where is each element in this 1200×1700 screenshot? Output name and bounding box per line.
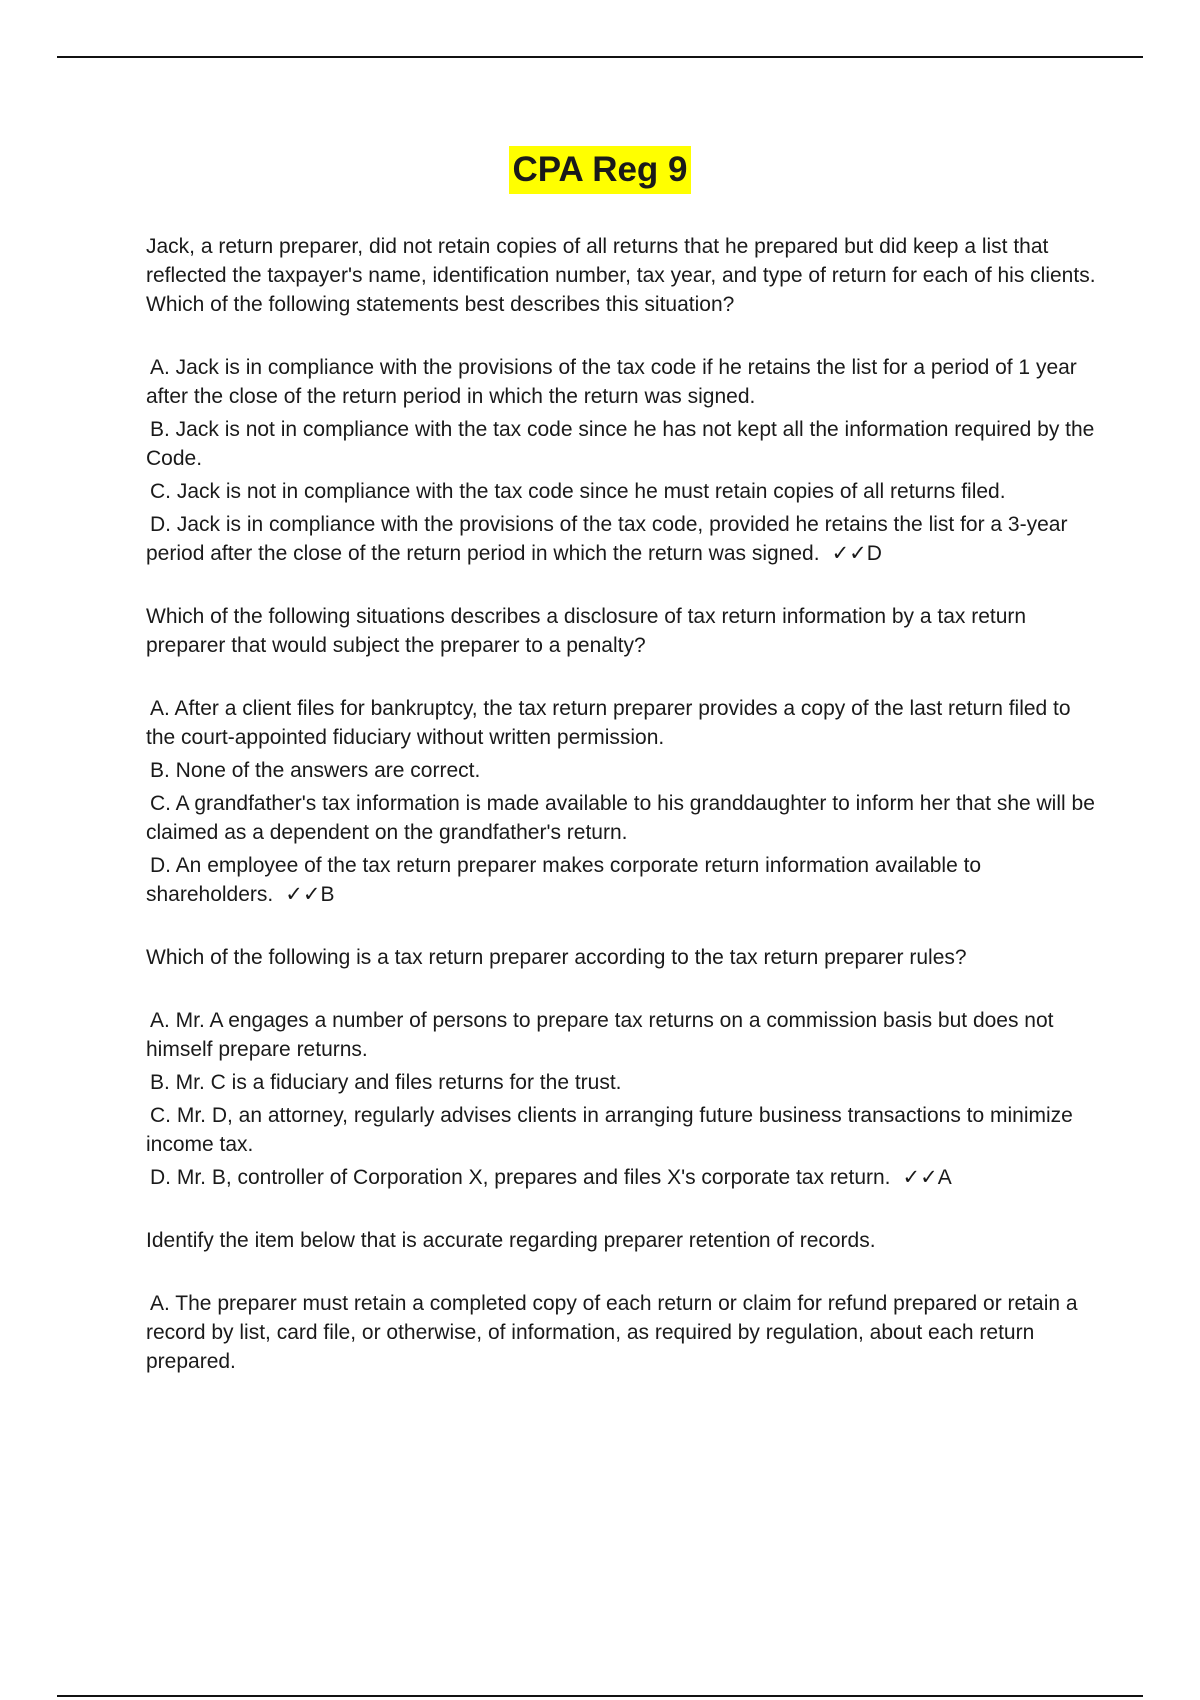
option-d-text: D. Jack is in compliance with the provisions of the tax code, provided he retains the list for a 3-year period after the close of the return period in which the return was signed. [146,513,1068,565]
question-text: Identify the item below that is accurate regarding preparer retention of records. [146,1229,876,1252]
title-wrap [0,146,1200,194]
question-text: Which of the following situations describes a disclosure of tax return information by a tax return preparer that would subject the preparer to a penalty? [146,605,1027,657]
question-block-3 [146,943,1096,1192]
option-a: A. Jack is in compliance with the provisions of the tax code if he retains the list for a period of 1 year after the close of the return period in which the return was signed. [146,356,1077,408]
question-text: Which of the following is a tax return preparer according to the tax return preparer rules? [146,946,967,969]
option-d-text: D. An employee of the tax return preparer makes corporate return information available to shareholders. [146,854,982,906]
question-block-2 [146,602,1096,909]
option-c: C. Jack is not in compliance with the tax code since he must retain copies of all returns filed. [150,480,1006,503]
question-block-1 [146,232,1096,568]
option-c: C. A grandfather's tax information is made available to his granddaughter to inform her that she will be claimed as a dependent on the grandfather's return. [146,792,1095,844]
answer-marker: ✓✓D [831,542,882,565]
option-a: A. The preparer must retain a completed copy of each return or claim for refund prepared or retain a record by list, card file, or otherwise, of information, as required by regulation, about each return prepared. [146,1292,1078,1373]
question-list [146,232,1096,1380]
option-b: B. Mr. C is a fiduciary and files returns for the trust. [150,1071,622,1094]
page-title: CPA Reg 9 [509,146,690,194]
option-d [146,851,1096,909]
question-text: Jack, a return preparer, did not retain copies of all returns that he prepared but did keep a list that reflected the taxpayer's name, identification number, tax year, and type of return for each of his clients. Which of the following statements best describes this situation? [146,235,1096,316]
answer-marker: ✓✓A [902,1166,952,1189]
option-a: A. After a client files for bankruptcy, the tax return preparer provides a copy of the last return filed to the court-appointed fiduciary without written permission. [146,697,1071,749]
option-c: C. Mr. D, an attorney, regularly advises clients in arranging future business transactions to minimize income tax. [146,1104,1073,1156]
option-b: B. None of the answers are correct. [150,759,481,782]
option-b: B. Jack is not in compliance with the tax code since he has not kept all the information required by the Code. [146,418,1095,470]
bottom-rule [57,1695,1143,1697]
option-d [146,1163,1096,1192]
top-rule [57,56,1143,58]
answer-marker: ✓✓B [285,883,335,906]
option-a: A. Mr. A engages a number of persons to prepare tax returns on a commission basis but does not himself prepare returns. [146,1009,1054,1061]
question-block-4 [146,1226,1096,1376]
option-d [146,510,1096,568]
option-d-text: D. Mr. B, controller of Corporation X, prepares and files X's corporate tax return. [150,1166,891,1189]
